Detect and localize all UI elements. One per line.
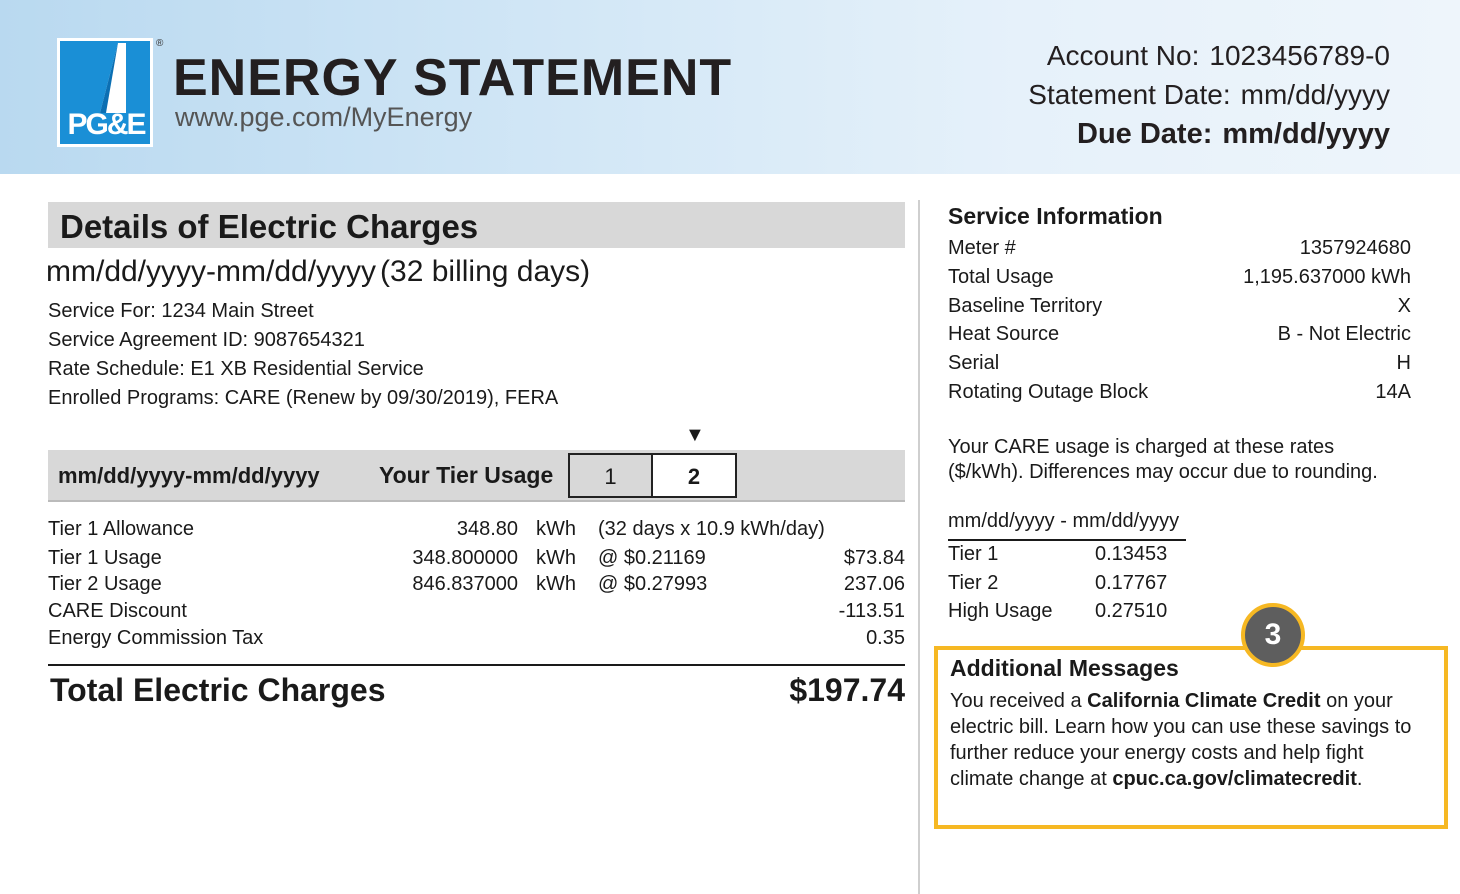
charge-quantity: 846.837000	[412, 573, 518, 595]
billing-period-dates: mm/dd/yyyy-mm/dd/yyyy	[46, 255, 377, 288]
charge-rate: @ $0.21169	[598, 547, 706, 569]
enrolled-programs: Enrolled Programs: CARE (Renew by 09/30/2019), FERA	[48, 387, 559, 409]
charge-quantity: 348.80	[456, 518, 518, 540]
service-info-row	[948, 266, 1411, 292]
care-rate-value: 0.13453	[1095, 543, 1168, 565]
messages-text-end: .	[1356, 768, 1363, 790]
charge-row	[48, 573, 905, 599]
care-rate-value: 0.17767	[1095, 572, 1168, 594]
billing-days: (32 billing days)	[380, 255, 591, 288]
charge-unit: kWh	[536, 547, 576, 569]
charge-amount: $73.84	[843, 547, 905, 569]
charge-label: Energy Commission Tax	[48, 627, 264, 649]
service-info-row	[948, 295, 1411, 321]
due-date-label: Due Date:	[1077, 118, 1213, 150]
service-info-value: X	[1397, 295, 1411, 317]
service-info-label: Baseline Territory	[948, 295, 1103, 317]
service-info-value: H	[1396, 352, 1411, 374]
charge-rate: @ $0.27993	[598, 573, 708, 595]
charge-amount: 0.35	[866, 627, 905, 649]
service-info-label: Rotating Outage Block	[948, 381, 1149, 403]
logo-text: PG&E	[67, 108, 145, 141]
charge-row	[48, 547, 905, 573]
charge-quantity: 348.800000	[412, 547, 518, 569]
care-period: mm/dd/yyyy - mm/dd/yyyy	[948, 510, 1180, 532]
care-rate-label: Tier 1	[948, 543, 999, 565]
service-info-row	[948, 352, 1411, 378]
service-info-label: Heat Source	[948, 323, 1060, 345]
charge-row	[48, 627, 905, 653]
charge-label: Tier 1 Usage	[48, 547, 162, 569]
service-info-label: Serial	[948, 352, 1000, 374]
messages-body	[950, 688, 1420, 792]
care-rates-note: Your CARE usage is charged at these rates ($/kWh). Differences may occur due to rounding.	[948, 436, 1378, 483]
care-rate-value: 0.27510	[1095, 600, 1168, 622]
statement-header	[0, 0, 1460, 174]
service-info-row	[948, 381, 1411, 407]
tier-usage-bar	[48, 450, 905, 502]
column-divider	[918, 200, 920, 894]
climate-credit-link[interactable]: cpuc.ca.gov/climatecredit	[1112, 768, 1357, 790]
service-agreement-id: Service Agreement ID: 9087654321	[48, 329, 365, 351]
service-info-row	[948, 237, 1411, 263]
service-info-label: Total Usage	[948, 266, 1054, 288]
page-title: ENERGY STATEMENT	[173, 49, 733, 107]
service-info-value: 1357924680	[1299, 237, 1411, 259]
service-for: Service For: 1234 Main Street	[48, 300, 314, 322]
callout-number-badge: 3	[1241, 603, 1305, 667]
service-info-title: Service Information	[948, 203, 1163, 229]
due-date-value: mm/dd/yyyy	[1222, 118, 1390, 150]
account-number-label: Account No:	[1046, 40, 1200, 71]
registered-mark: ®	[156, 38, 164, 49]
service-info-value: 14A	[1375, 381, 1411, 403]
statement-date-label: Statement Date:	[1028, 79, 1231, 110]
tier-indicator-arrow-icon: ▼	[685, 424, 705, 446]
service-info-value: B - Not Electric	[1277, 323, 1411, 345]
service-info-label: Meter #	[948, 237, 1016, 259]
total-amount: $197.74	[789, 672, 905, 708]
service-info-row	[948, 323, 1411, 349]
statement-date-value: mm/dd/yyyy	[1240, 79, 1390, 110]
care-rate-label: High Usage	[948, 600, 1053, 622]
messages-text-start: You received a	[950, 690, 1088, 712]
charge-row	[48, 518, 905, 544]
care-divider	[948, 539, 1186, 541]
tier-usage-label: Your Tier Usage	[379, 462, 554, 488]
statement-date	[1028, 79, 1390, 111]
website-link[interactable]: www.pge.com/MyEnergy	[175, 102, 473, 132]
charge-label: Tier 1 Allowance	[48, 518, 194, 540]
climate-credit-name: California Climate Credit	[1087, 690, 1321, 712]
billing-period	[46, 255, 590, 289]
details-title: Details of Electric Charges	[60, 208, 479, 245]
charge-label: Tier 2 Usage	[48, 573, 162, 595]
tier-2-box-selected: 2	[651, 453, 737, 498]
messages-text-middle: on your electric bill. Learn how you can use these savings to further reduce your energy costs and help fight climate change at	[950, 690, 1412, 790]
charge-unit: kWh	[536, 573, 576, 595]
rate-schedule: Rate Schedule: E1 XB Residential Service	[48, 358, 424, 380]
total-label: Total Electric Charges	[50, 672, 386, 708]
charge-amount: -113.51	[838, 600, 905, 622]
account-number	[1047, 40, 1390, 72]
charge-rate: (32 days x 10.9 kWh/day)	[598, 518, 825, 540]
details-heading-bar	[48, 202, 905, 248]
care-rate-label: Tier 2	[948, 572, 999, 594]
service-info-value: 1,195.637000 kWh	[1243, 266, 1411, 288]
additional-messages-box	[934, 646, 1448, 829]
charge-label: CARE Discount	[48, 600, 187, 622]
tier-period: mm/dd/yyyy-mm/dd/yyyy	[58, 463, 320, 488]
pge-logo	[57, 38, 153, 147]
due-date	[1077, 118, 1390, 151]
charge-amount: 237.06	[843, 573, 905, 595]
total-divider	[48, 664, 905, 666]
charge-unit: kWh	[536, 518, 576, 540]
messages-title: Additional Messages	[950, 655, 1179, 681]
charge-row	[48, 600, 905, 626]
account-number-value: 1023456789-0	[1209, 40, 1390, 71]
tier-1-box: 1	[568, 453, 653, 498]
